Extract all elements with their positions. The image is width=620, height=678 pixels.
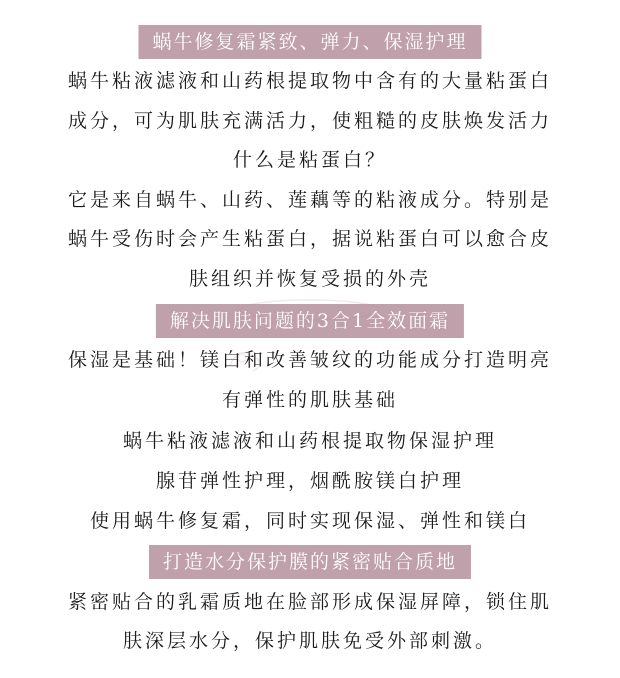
section-1-line-5: 蜗牛受伤时会产生粘蛋白，据说粘蛋白可以愈合皮 xyxy=(67,228,552,250)
section-2-line-2: 有弹性的肌肤基础 xyxy=(221,389,398,411)
section-1-line-2: 成分，可为肌肤充满活力，使粗糙的皮肤焕发活力 xyxy=(67,110,552,132)
section-1-line-3: 什么是粘蛋白？ xyxy=(232,149,387,171)
watermark-graphic xyxy=(190,270,430,380)
section-1-line-1: 蜗牛粘液滤液和山药根提取物中含有的大量粘蛋白 xyxy=(67,70,552,92)
section-1-line-4: 它是来自蜗牛、山药、莲藕等的粘液成分。特别是 xyxy=(67,189,552,211)
section-3-line-1: 紧密贴合的乳霜质地在脸部形成保湿屏障，锁住肌 xyxy=(67,591,552,613)
section-2-line-5: 使用蜗牛修复霜，同时实现保湿、弹性和镁白 xyxy=(89,510,530,532)
section-2-heading: 解决肌肤问题的3合1全效面霜 xyxy=(156,304,464,338)
section-2-line-4: 腺苷弹性护理，烟酰胺镁白护理 xyxy=(155,470,464,492)
section-1-line-6: 肤组织并恢复受损的外壳 xyxy=(188,268,431,290)
section-3-heading: 打造水分保护膜的紧密贴合质地 xyxy=(149,545,471,579)
section-1-heading: 蜗牛修复霜紧致、弹力、保湿护理 xyxy=(138,25,481,59)
section-3-line-2: 肤深层水分，保护肌肤免受外部刺激。 xyxy=(122,630,497,652)
section-2-line-3: 蜗牛粘液滤液和山药根提取物保湿护理 xyxy=(122,430,497,452)
section-2-line-1: 保湿是基础！镁白和改善皱纹的功能成分打造明亮 xyxy=(67,349,552,371)
